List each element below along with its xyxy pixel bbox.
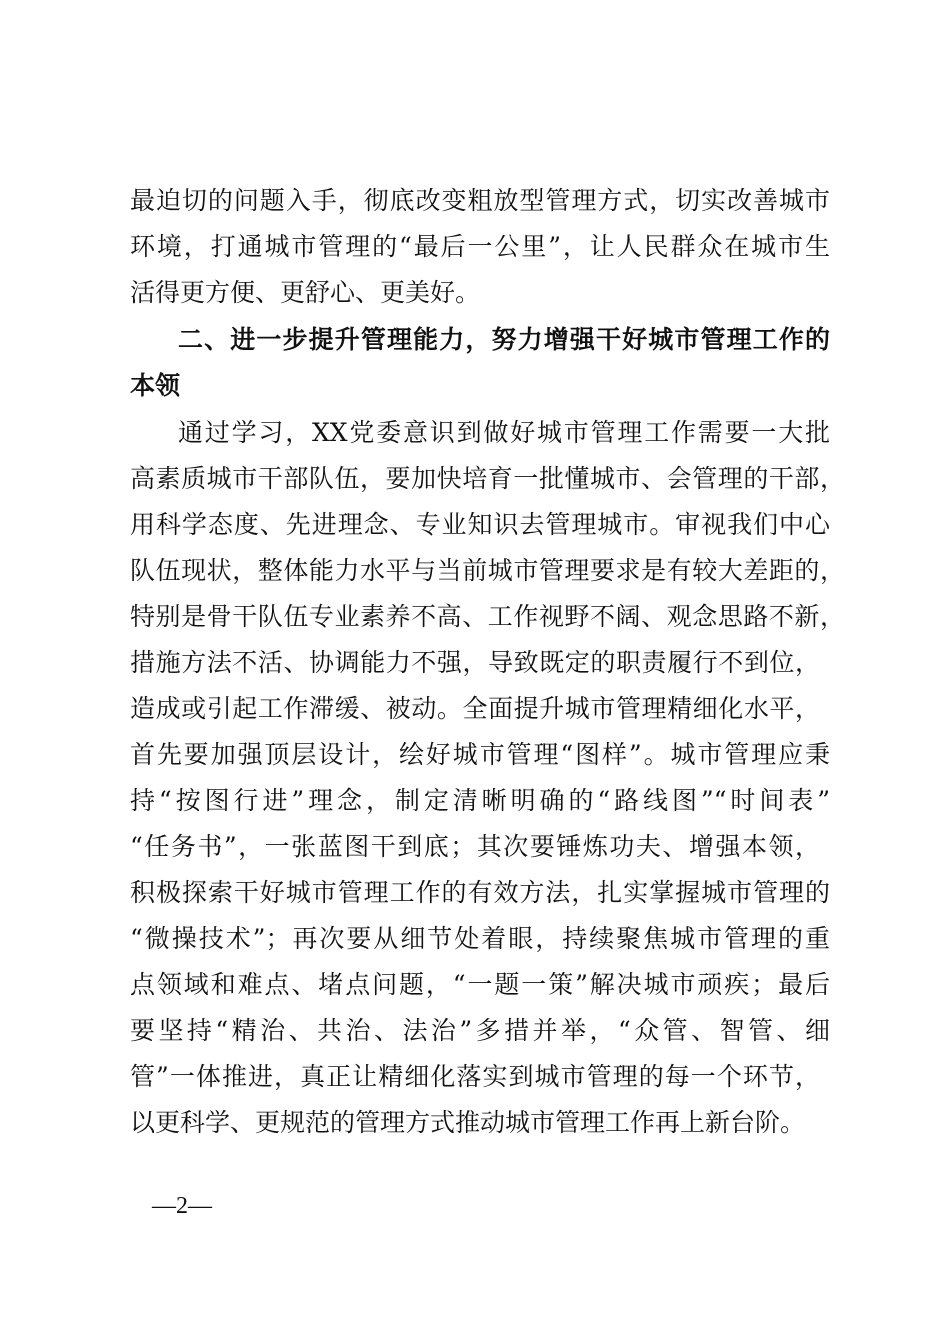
section-heading-line: 本领 [130, 371, 181, 400]
paragraph-line: 造成或引起工作滞缓、被动。全面提升城市管理精细化水平， [130, 694, 820, 723]
paragraph-line: 活得更方便、更舒心、更美好。 [130, 278, 481, 307]
paragraph-line: 管”一体推进，真正让精细化落实到城市管理的每一个环节， [130, 1062, 820, 1091]
paragraph-line: 积极探索干好城市管理工作的有效方法，扎实掌握城市管理的 [130, 878, 830, 907]
paragraph-line: 通过学习，XX党委意识到做好城市管理工作需要一大批 [178, 418, 830, 447]
paragraph-line: 首先要加强顶层设计，绘好城市管理“图样”。城市管理应秉 [130, 740, 830, 769]
paragraph-line: 最迫切的问题入手，彻底改变粗放型管理方式，切实改善城市 [130, 186, 830, 215]
paragraph-line: 持“按图行进”理念，制定清晰明确的“路线图”“时间表” [130, 786, 830, 815]
paragraph-line: 特别是骨干队伍专业素养不高、工作视野不阔、观念思路不新， [130, 602, 845, 631]
page-number: —2— [152, 1193, 212, 1219]
paragraph-line: 点领域和难点、堵点问题，“一题一策”解决城市顽疾；最后 [130, 970, 830, 999]
paragraph-line: 环境，打通城市管理的“最后一公里”，让人民群众在城市生 [130, 232, 830, 261]
paragraph-line: 以更科学、更规范的管理方式推动城市管理工作再上新台阶。 [130, 1108, 806, 1137]
paragraph-line: 要坚持“精治、共治、法治”多措并举，“众管、智管、细 [130, 1016, 830, 1045]
paragraph-line: 高素质城市干部队伍，要加快培育一批懂城市、会管理的干部， [130, 464, 845, 493]
paragraph-line: “微操技术”；再次要从细节处着眼，持续聚焦城市管理的重 [130, 924, 830, 953]
paragraph-line: 队伍现状，整体能力水平与当前城市管理要求是有较大差距的， [130, 556, 845, 585]
paragraph-line: “任务书”，一张蓝图干到底；其次要锤炼功夫、增强本领， [130, 832, 820, 861]
paragraph-line: 用科学态度、先进理念、专业知识去管理城市。审视我们中心 [130, 510, 830, 539]
paragraph-line: 措施方法不活、协调能力不强，导致既定的职责履行不到位， [130, 648, 820, 677]
section-heading-line: 二、进一步提升管理能力，努力增强干好城市管理工作的 [178, 325, 830, 354]
